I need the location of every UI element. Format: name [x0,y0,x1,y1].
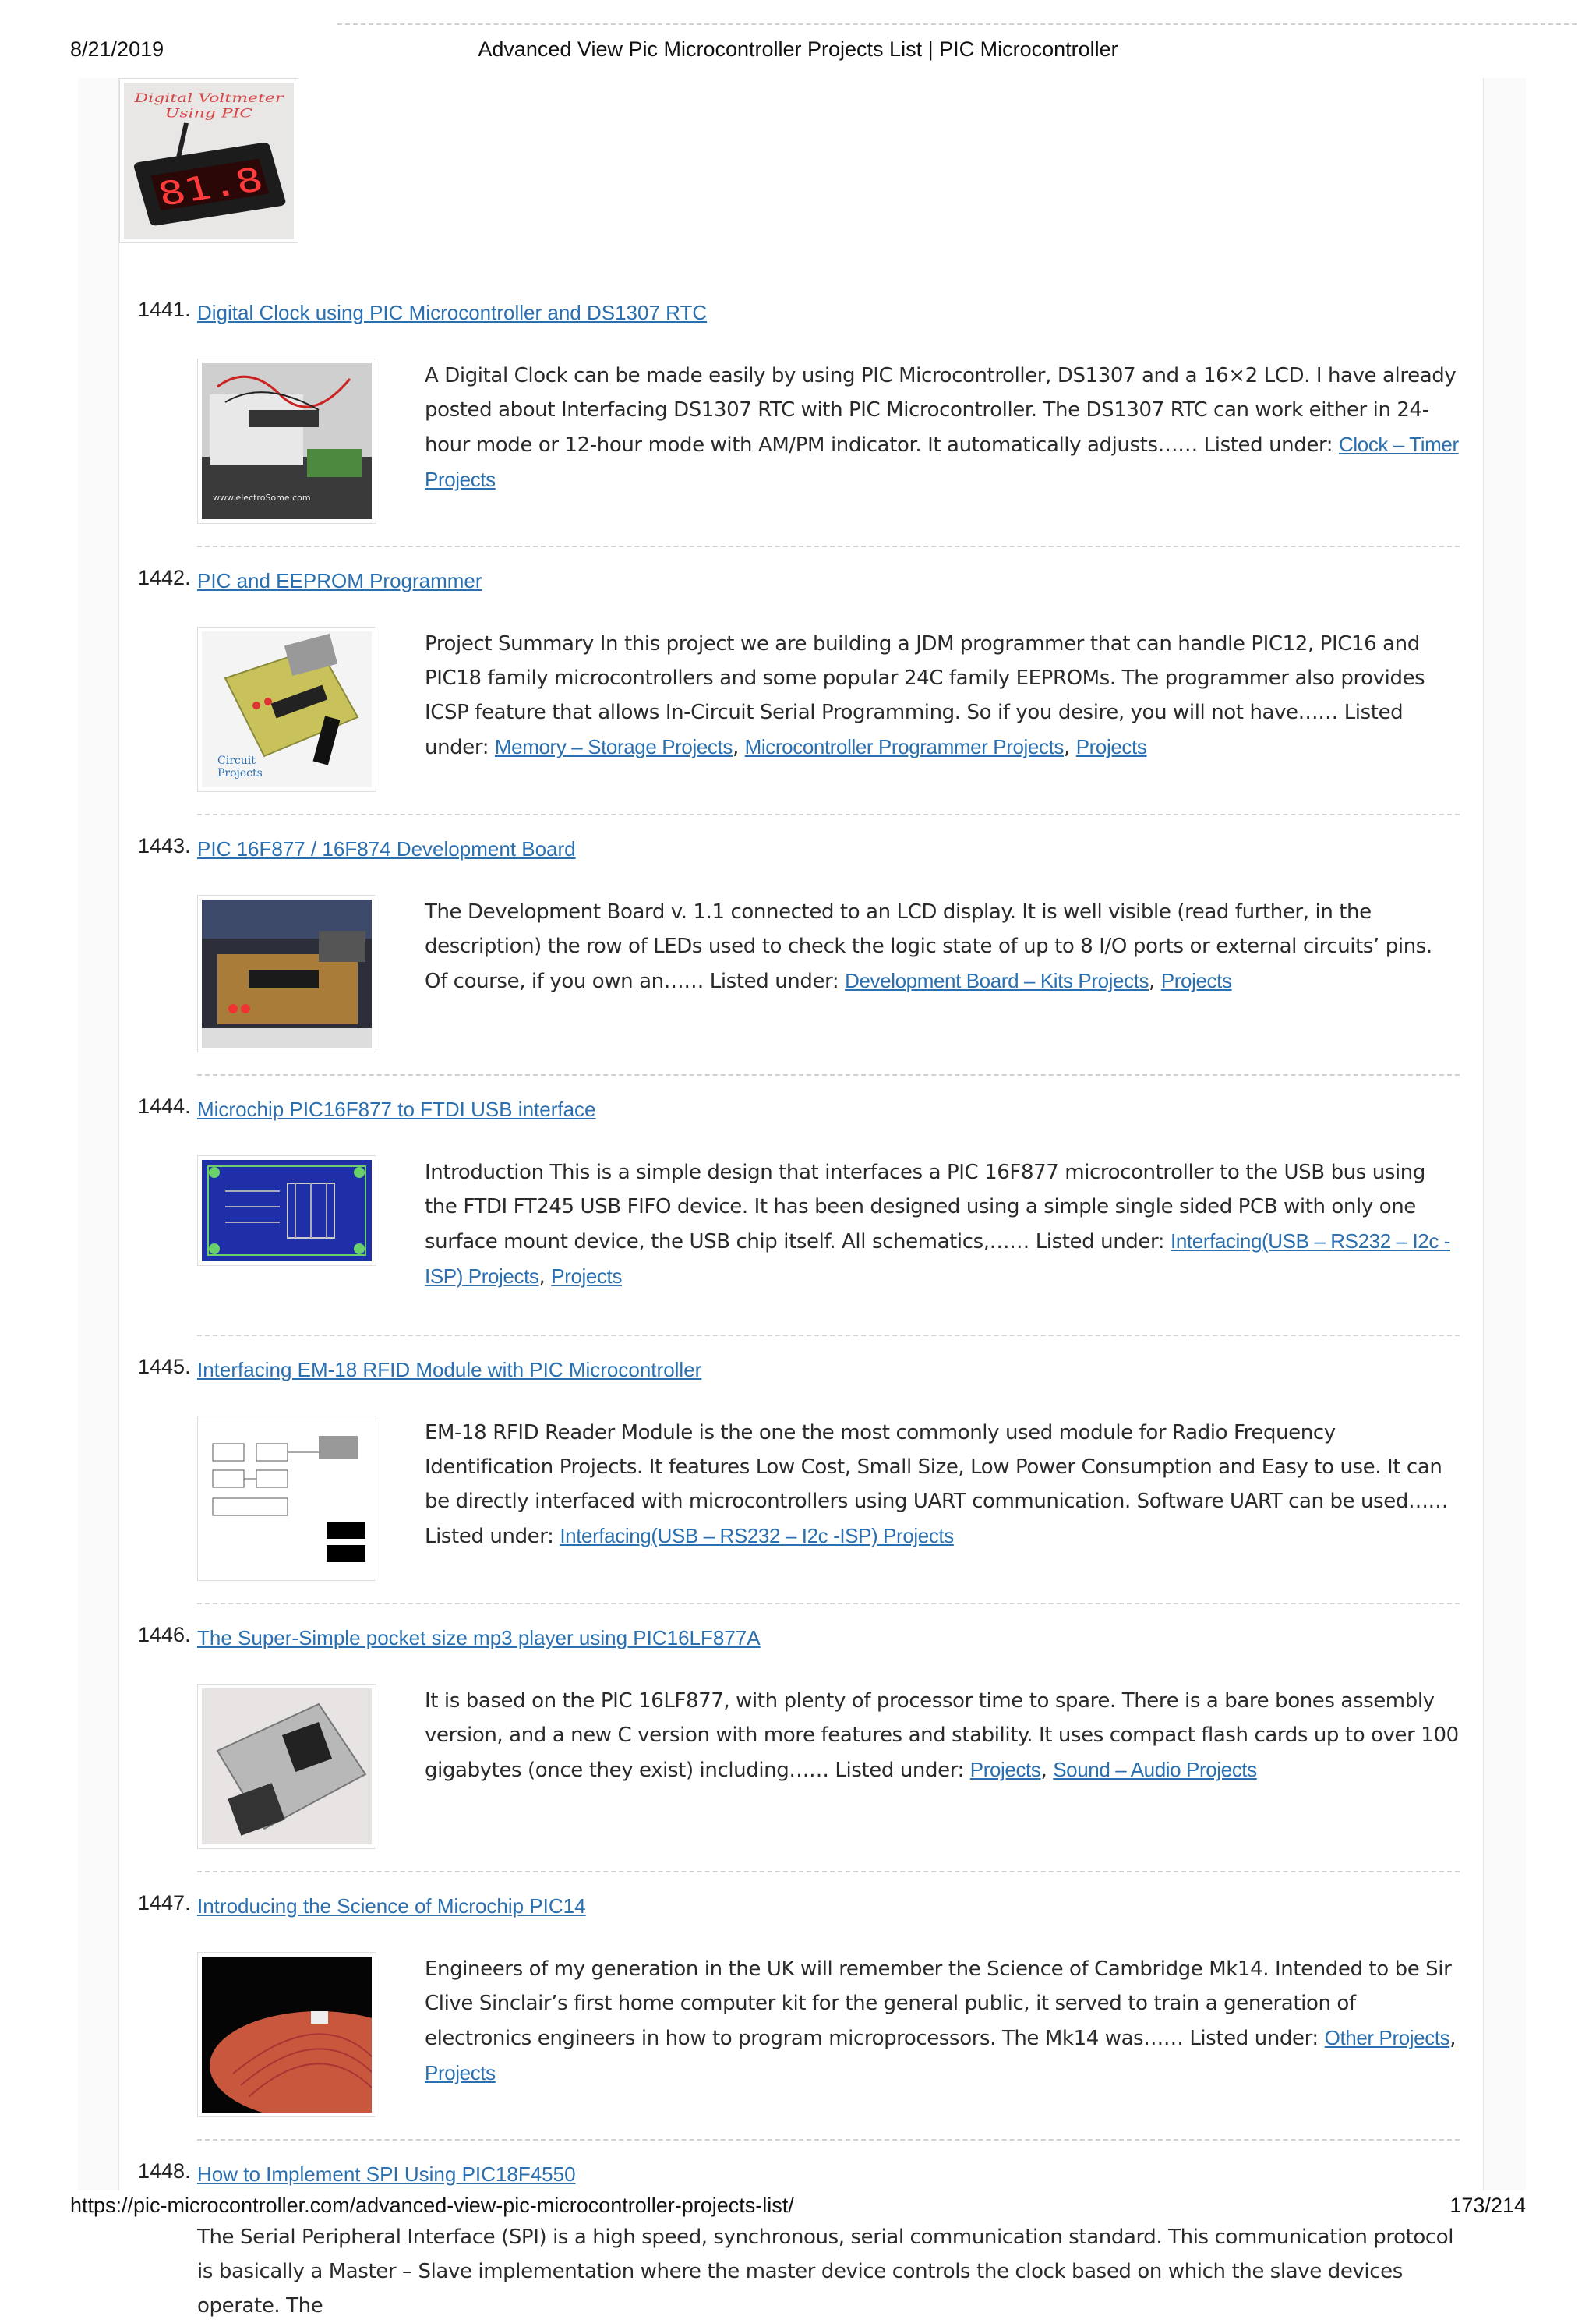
item-title-link[interactable]: The Super-Simple pocket size mp3 player using PIC16LF877A [197,1626,761,1649]
item-entry [197,1684,1460,1847]
item-title-link[interactable]: Interfacing EM-18 RFID Module with PIC Microcontroller [197,1358,702,1381]
category-link[interactable]: Sound – Audio Projects [1053,1758,1257,1781]
item-thumbnail[interactable] [197,1155,376,1266]
item-description: Engineers of my generation in the UK will remember the Science of Cambridge Mk14. Intended to be Sir Clive Sinclair’s first home computer kit for the general public, it served to train a generation of electronics engineers in how to program microprocessors. The Mk14 was…… Listed under: Other Projects, Projects [425,1957,1457,2084]
category-link[interactable]: Other Projects [1324,2026,1450,2049]
item-number: 1446. [138,1623,191,1646]
print-page-number: 173/214 [1449,2194,1526,2217]
svg-text:Projects: Projects [217,767,263,780]
list-item [119,1355,1460,1579]
category-link[interactable]: Projects [969,1758,1041,1781]
svg-text:Using PIC: Using PIC [164,105,253,121]
item-entry [197,895,1460,1051]
separator [197,1074,1460,1076]
item-description: The Development Board v. 1.1 connected to an LCD display. It is well visible (read further, in the description) the row of LEDs used to check the logic state of up to 8 I/O ports or external circuits’ pins. Of course, if you own an…… Listed under: Development Board – Kits Projects, Projects [425,900,1432,993]
item-number: 1445. [138,1355,191,1378]
project-list [119,298,1460,2323]
item-title-link[interactable]: Digital Clock using PIC Microcontroller and DS1307 RTC [197,301,708,324]
voltmeter-caption: Digital Voltmeter [134,90,284,106]
list-item [119,834,1460,1051]
svg-text:www.electroSome.com: www.electroSome.com [213,493,311,503]
category-link[interactable]: Clock – Timer Projects [425,433,1459,491]
separator [197,2139,1460,2141]
item-title-link[interactable]: Introducing the Science of Microchip PIC14 [197,1894,586,1918]
print-url: https://pic-microcontroller.com/advanced-view-pic-microcontroller-projects-list/ [70,2194,794,2217]
programmer-board-photo-icon [202,631,372,787]
separator [197,546,1460,547]
rfid-block-diagram-icon [202,1420,372,1576]
breadboard-clock-photo-icon [202,363,372,519]
category-link[interactable]: Interfacing(USB – RS232 – I2c -ISP) Projects [560,1524,954,1547]
item-number: 1442. [138,566,191,589]
category-link[interactable]: Development Board – Kits Projects [845,969,1149,992]
list-item [119,1094,1460,1311]
item-thumbnail[interactable] [197,1684,376,1849]
item-description: The Serial Peripheral Interface (SPI) is a high speed, synchronous, serial communication standard. This communication protocol is basically a Master – Slave implementation where the master device controls the clock based on which the slave devices operate. The [197,2226,1454,2318]
category-link[interactable]: Projects [425,2061,496,2084]
item-entry [197,1416,1460,1579]
svg-text:Circuit: Circuit [217,755,256,767]
separator [197,814,1460,815]
category-link[interactable]: Projects [551,1264,622,1288]
item-number: 1447. [138,1891,191,1915]
print-title: Advanced View Pic Microcontroller Projects List | PIC Microcontroller [478,37,1118,61]
list-item [119,1623,1460,1847]
item-entry [197,1952,1460,2116]
item-title-link[interactable]: Microchip PIC16F877 to FTDI USB interface [197,1098,596,1121]
item-thumbnail[interactable] [197,359,376,524]
item-number: 1443. [138,834,191,857]
separator [197,1603,1460,1604]
item-entry [197,1155,1460,1311]
item-description: EM-18 RFID Reader Module is the one the most commonly used module for Radio Frequency Identification Projects. It features Low Cost, Small Size, Low Power Consumption and Easy to use. It can be directly interfaced with microcontrollers using UART communication. Software UART can be used…… Listed under: Interfacing(USB – RS232 – I2c -ISP) Projects [425,1421,1449,1548]
print-header [70,37,1526,69]
item-number: 1444. [138,1094,191,1118]
digital-voltmeter-photo-icon [124,83,294,239]
voltmeter-display: 81.8 [154,160,267,214]
fingertip-chip-photo-icon [202,1957,372,2113]
mp3-player-photo-icon [202,1688,372,1844]
list-item [119,298,1460,522]
item-thumbnail[interactable] [197,1952,376,2117]
separator [337,23,1577,25]
list-item [119,1891,1460,2116]
item-description: Project Summary In this project we are building a JDM programmer that can handle PIC12, PIC16 and PIC18 family microcontrollers and some popular 24C family EEPROMs. The programmer also provides ICSP feature that allows In-Circuit Serial Programming. So if you desire, you will not have…… Listed under: Memory – Storage Projects, Microcontroller Programmer Projects, Projects [425,632,1425,759]
print-footer [70,2194,1526,2225]
project-list-content [119,78,1460,2323]
list-item [119,2159,1460,2323]
pcb-layout-image-icon [202,1160,372,1261]
category-link[interactable]: Projects [1160,969,1232,992]
print-date: 8/21/2019 [70,37,164,61]
item-title-link[interactable]: PIC 16F877 / 16F874 Development Board [197,837,576,861]
item-title-link[interactable]: PIC and EEPROM Programmer [197,569,482,592]
item-description: It is based on the PIC 16LF877, with plenty of processor time to spare. There is a bare bones assembly version, and a new C version with more features and stability. It uses compact flash cards up to over 100 gigabytes (once they exist) including…… Listed under: Projects, Sound – Audio Projects [425,1689,1459,1782]
item-entry [197,627,1460,790]
item-thumbnail[interactable] [197,1416,376,1581]
list-item [119,566,1460,790]
item-description: Introduction This is a simple design that interfaces a PIC 16F877 microcontroller to the USB bus using the FTDI FT245 USB FIFO device. It has been designed using a simple single sided PCB with only one surface mount device, the USB chip itself. All schematics,…… Listed under: Interfacing(USB – RS232 – I2c -ISP) Projects, Projects [425,1161,1451,1289]
category-link[interactable]: Projects [1075,735,1147,758]
item-number: 1448. [138,2159,191,2183]
previous-item-tail [119,78,1460,298]
separator [197,1871,1460,1872]
item-title-link[interactable]: How to Implement SPI Using PIC18F4550 [197,2162,576,2186]
digital-voltmeter-thumbnail[interactable] [119,78,298,243]
category-link[interactable]: Interfacing(USB – RS232 – I2c -ISP) Projects [425,1229,1451,1288]
item-thumbnail[interactable] [197,627,376,792]
category-link[interactable]: Memory – Storage Projects [494,735,733,758]
separator [197,1335,1460,1336]
item-number: 1441. [138,298,191,321]
item-thumbnail[interactable] [197,895,376,1052]
item-description: A Digital Clock can be made easily by using PIC Microcontroller, DS1307 and a 16×2 LCD. I have already posted about Interfacing DS1307 RTC with PIC Microcontroller. The DS1307 RTC can work either in 24-hour mode or 12-hour mode with AM/PM indicator. It automatically adjusts…… Listed under: Clock – Timer Projects [425,364,1459,491]
development-board-photo-icon [202,900,372,1048]
item-entry [197,359,1460,522]
category-link[interactable]: Microcontroller Programmer Projects [744,735,1064,758]
